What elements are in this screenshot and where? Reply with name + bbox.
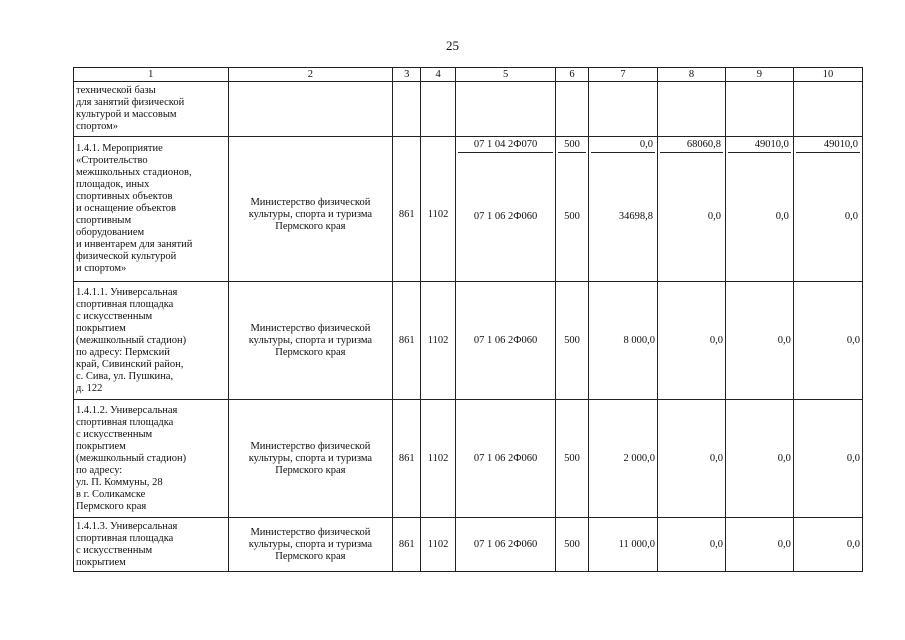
ministry-cell: Министерство физической культуры, спорта и туризма Пермского края	[228, 400, 393, 518]
code-b-cell: 1102	[421, 282, 456, 400]
code-a-cell: 861	[393, 282, 421, 400]
csr-cell: 07 1 06 2Ф060	[456, 282, 556, 400]
table-header-row	[74, 68, 863, 82]
value-cell: 11 000,0	[588, 518, 657, 572]
csr-cell: 07 1 06 2Ф060	[456, 518, 556, 572]
value-cell	[657, 82, 725, 137]
vr-cell: 500	[556, 282, 589, 400]
code-b-cell: 1102	[421, 400, 456, 518]
value-cell: 8 000,0	[588, 282, 657, 400]
value-cell: 0,0	[657, 518, 725, 572]
value-cell: 0,0	[725, 282, 793, 400]
code-a-cell: 861	[393, 137, 421, 282]
code-b-cell: 1102	[421, 518, 456, 572]
value-cell: 2 000,0	[588, 400, 657, 518]
measure-name: 1.4.1.3. Универсальная спортивная площадка с искусственным покрытием	[74, 518, 229, 572]
csr-cell: 07 1 04 2Ф070 07 1 06 2Ф060	[456, 137, 556, 282]
code-a-cell	[393, 82, 421, 137]
value-cell	[588, 82, 657, 137]
vr-cell: 500	[556, 518, 589, 572]
value-cell: 0,0 34698,8	[588, 137, 657, 282]
value-cell	[793, 82, 862, 137]
code-b-cell: 1102	[421, 137, 456, 282]
table-row	[74, 82, 863, 137]
code-a-cell: 861	[393, 400, 421, 518]
header-cell: 5	[456, 68, 556, 82]
value-cell: 49010,0 0,0	[793, 137, 862, 282]
table-row	[74, 518, 863, 572]
value-cell: 0,0	[793, 518, 862, 572]
vr-cell	[556, 82, 589, 137]
ministry-cell: Министерство физической культуры, спорта и туризма Пермского края	[228, 282, 393, 400]
vr-cell: 500	[556, 400, 589, 518]
value-cell: 68060,8 0,0	[657, 137, 725, 282]
header-cell: 3	[393, 68, 421, 82]
measure-name: 1.4.1. Мероприятие «Строительство межшкольных стадионов, площадок, иных спортивных объектов и оснащение объектов спортивным оборудованием и инвентарем для занятий физической культурой и спортом»	[74, 137, 229, 282]
value-cell: 49010,0 0,0	[725, 137, 793, 282]
value-cell: 0,0	[657, 400, 725, 518]
header-cell: 7	[588, 68, 657, 82]
value-cell: 0,0	[725, 518, 793, 572]
value-cell: 0,0	[725, 400, 793, 518]
value-cell: 0,0	[793, 282, 862, 400]
header-cell: 10	[793, 68, 862, 82]
value-cell: 0,0	[793, 400, 862, 518]
ministry-cell	[228, 82, 393, 137]
measure-name: 1.4.1.2. Универсальная спортивная площадка с искусственным покрытием (межшкольный стадион) по адресу: ул. П. Коммуны, 28 в г. Соликамске Пермского края	[74, 400, 229, 518]
vr-cell: 500 500	[556, 137, 589, 282]
table-row	[74, 400, 863, 518]
code-b-cell	[421, 82, 456, 137]
value-cell	[725, 82, 793, 137]
header-cell: 1	[74, 68, 229, 82]
header-cell: 2	[228, 68, 393, 82]
value-cell: 0,0	[657, 282, 725, 400]
budget-table	[73, 67, 863, 572]
measure-name: 1.4.1.1. Универсальная спортивная площадка с искусственным покрытием (межшкольный стадион) по адресу: Пермский край, Сивинский район, с. Сива, ул. Пушкина, д. 122	[74, 282, 229, 400]
ministry-cell: Министерство физической культуры, спорта и туризма Пермского края	[228, 137, 393, 282]
header-cell: 4	[421, 68, 456, 82]
header-cell: 6	[556, 68, 589, 82]
code-a-cell: 861	[393, 518, 421, 572]
header-cell: 9	[725, 68, 793, 82]
page-number: 25	[446, 38, 459, 53]
csr-cell: 07 1 06 2Ф060	[456, 400, 556, 518]
ministry-cell: Министерство физической культуры, спорта и туризма Пермского края	[228, 518, 393, 572]
measure-name: технической базы для занятий физической культурой и массовым спортом»	[74, 82, 229, 137]
csr-cell	[456, 82, 556, 137]
table-row	[74, 282, 863, 400]
table-row	[74, 137, 863, 282]
header-cell: 8	[657, 68, 725, 82]
